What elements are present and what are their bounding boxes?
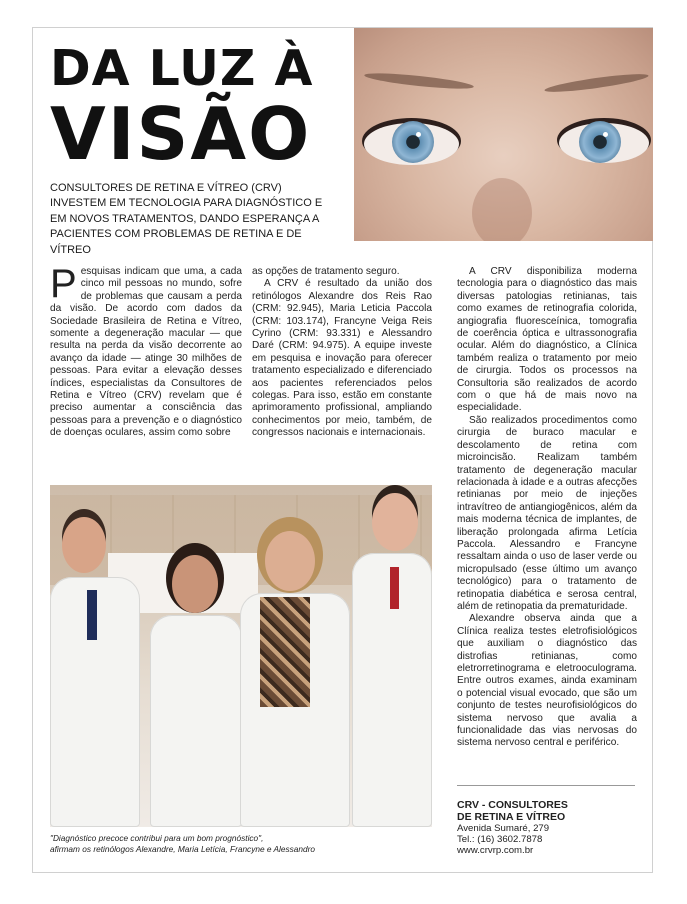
company-name-line-2: DE RETINA E VÍTREO: [457, 810, 566, 823]
phone: Tel.: (16) 3602.7878: [457, 834, 543, 845]
head: [62, 517, 106, 573]
address: Avenida Sumaré, 279: [457, 823, 550, 834]
headline-line-2: VISÃO: [50, 92, 312, 176]
headline: [50, 40, 350, 176]
contact-box: [457, 800, 637, 856]
subtitle: CONSULTORES DE RETINA E VÍTREO (CRV) INVESTEM EM TECNOLOGIA PARA DIAGNÓSTICO E EM NOVOS TRATAMENTOS, DANDO ESPERANÇA A PACIENTES COM PROBLEMAS DE RETINA E DE VÍTREO: [50, 182, 323, 256]
article-paragraph: Alexandre observa ainda que a Clínica realiza testes eletrofisiológicos que auxiliam o diagnóstico das distrofias retinianas, como eletrorretinograma e eletrooculograma. Entre outros exames, ainda examinam o potencial visual evocado, que são um conjunto de testes neurofisiológicos do sistema nervoso que avalia a funcionalidade das vias nervosas do sistema nervoso central e periférico.: [457, 613, 637, 749]
drop-cap: P: [50, 262, 77, 306]
right-eye-highlight: [603, 132, 608, 137]
blue-tie: [87, 590, 97, 640]
company-name-line-1: CRV - CONSULTORES: [457, 799, 568, 811]
article-paragraph: Pesquisas indicam que uma, a cada cinco mil pessoas no mundo, sofre de problemas que causam a perda da visão. De acordo com dados da Sociedade Brasileira de Retina e Vítreo, somente a degeneração macular — que resulta na perda da visão decorrente ao avanço da idade — atinge 30 milhões de pessoas. Para evitar a elevação desses índices, especialistas da Consultores de Retina e Vítreo (CRV) revelam que é preciso aumentar a consciência das pessoas para a prevenção e o diagnóstico de doenças oculares, assim como sobre: [50, 262, 242, 439]
hero-eyes-photo: [354, 28, 653, 241]
contact-divider: [457, 785, 635, 786]
article-paragraph: São realizados procedimentos como cirurgia de buraco macular e descolamento de retina com microincisão. Realizam também tratamento de degeneração macular relacionada à idade e a outras afecções retinianas por meio de injeções intravítreo de antiangiogênicos, além da mais moderna técnica de implantes, de liberação prolongada afirma Letícia Paccola. Alessandro e Francyne ressaltam ainda o uso de laser verde ou micropulsado (esse último um avanço tecnológico) para o tratamento de retinopatia diabética e serosa central, além de retinopatia da prematuridade.: [457, 414, 637, 612]
website-link[interactable]: www.crvrp.com.br: [457, 845, 534, 856]
article-column-1: [50, 262, 242, 440]
team-photo: [50, 485, 432, 827]
right-eyebrow: [544, 71, 649, 96]
white-coat: [150, 615, 242, 827]
caption-quote: "Diagnóstico precoce contribui para um bom prognóstico",: [50, 833, 264, 843]
headline-line-1: DA LUZ À: [50, 40, 314, 97]
red-tie: [390, 567, 399, 609]
left-eye-highlight: [416, 132, 421, 137]
caption-attribution: afirmam os retinólogos Alexandre, Maria Letícia, Francyne e Alessandro: [50, 843, 316, 854]
photo-caption: [50, 833, 390, 854]
patterned-blouse: [260, 597, 310, 707]
article-column-2: [252, 266, 432, 440]
head: [265, 531, 315, 591]
head: [372, 493, 418, 551]
article-paragraph: A CRV disponibiliza moderna tecnologia para o diagnóstico das mais diversas patologias retinianas, tais como exames de retinografia colorida, angiografia fluoresceínica, tomografia de coerência óptica e ultrassonografia ocular. Além do diagnóstico, a Clínica também realiza o tratamento por meio de cirurgia. Todos os processos na Consultoria são realizados de acordo com o que há de mais novo na especialidade.: [457, 266, 637, 414]
head: [172, 555, 218, 613]
left-eyebrow: [364, 70, 474, 91]
nose-shadow: [472, 178, 532, 241]
left-iris: [392, 121, 434, 163]
right-iris: [579, 121, 621, 163]
article-paragraph: A CRV é resultado da união dos retinólogos Alexandre dos Reis Rao (CRM: 92.945), Maria Leticia Paccola (CRM: 103.174), Francyne Veiga Reis Cyrino (CRM: 93.331) e Alessandro Daré (CRM: 94.975). A equipe investe em pesquisa e inovação para oferecer tratamento especializado e diferenciado aos pacientes referenciados pelos colegas. Para isso, estão em constante aprimoramento profissional, ampliando conhecimentos por meio, também, de congressos nacionais e internacionais.: [252, 278, 432, 439]
article-paragraph: as opções de tratamento seguro.: [252, 266, 400, 277]
article-column-3: [457, 266, 637, 750]
